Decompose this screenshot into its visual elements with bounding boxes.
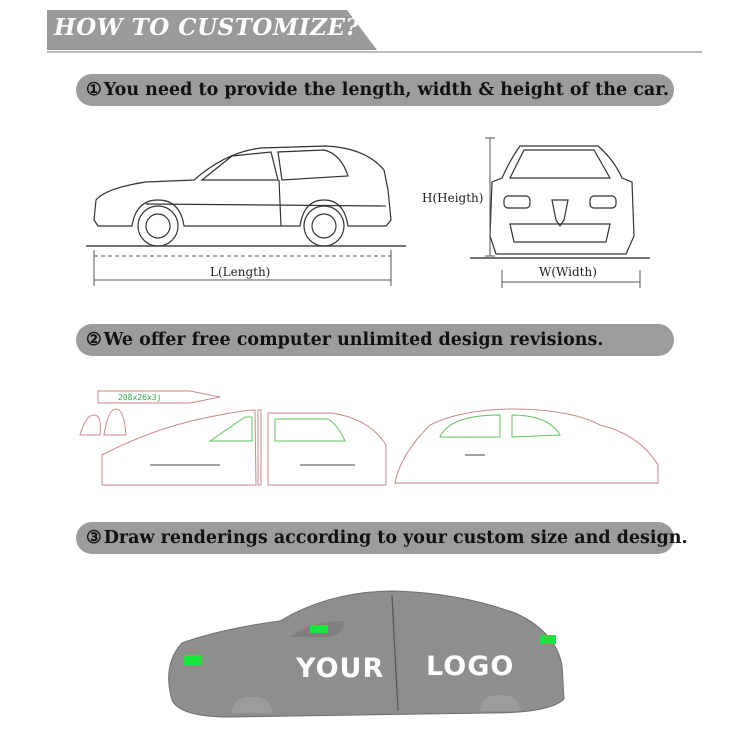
step-2-number: ② xyxy=(86,330,102,350)
step-1-number: ① xyxy=(86,80,102,100)
step-2-text: We offer free computer unlimited design revisions. xyxy=(103,330,604,350)
height-label xyxy=(420,188,500,208)
logo-your-text: YOUR xyxy=(296,653,385,684)
pattern-measure-text: 208x26x3j xyxy=(118,393,162,402)
length-text: L(Length) xyxy=(210,265,271,279)
step-1-text: You need to provide the length, width & height of the car. xyxy=(103,80,669,100)
width-text: W(Width) xyxy=(539,265,597,279)
width-label xyxy=(535,262,625,282)
pattern-drawings xyxy=(70,385,670,495)
step-3-text: Draw renderings according to your custom size and design. xyxy=(103,528,688,548)
length-label xyxy=(200,262,300,282)
green-patch-front xyxy=(184,655,202,665)
header-divider xyxy=(47,51,702,53)
green-patch-mirror xyxy=(310,625,328,633)
green-patch-rear xyxy=(540,635,556,644)
step-3-banner xyxy=(76,522,688,554)
step-3-number: ③ xyxy=(86,528,102,548)
logo-logo-text: LOGO xyxy=(426,651,515,682)
step-2-banner xyxy=(76,324,674,356)
height-text: H(Heigth) xyxy=(422,191,484,205)
step-1-banner xyxy=(76,74,674,106)
page-title: HOW TO CUSTOMIZE? xyxy=(54,14,360,41)
car-cover-rendering xyxy=(160,585,580,745)
